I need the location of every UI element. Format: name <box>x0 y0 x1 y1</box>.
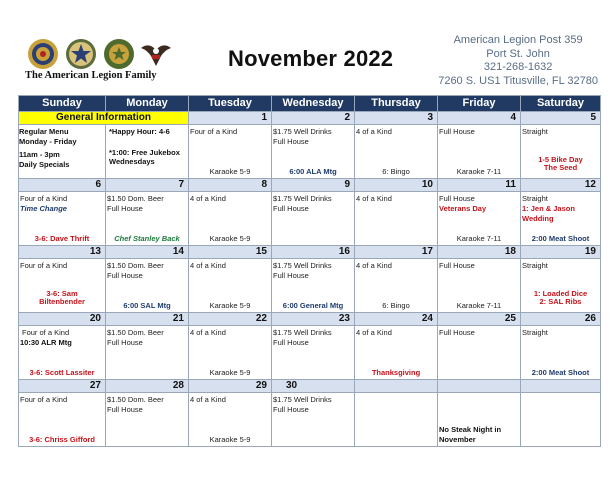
event-text: 3-6: Scott Lassiter <box>29 367 95 377</box>
event-text: Straight <box>522 261 548 270</box>
legion-emblem-icon <box>27 38 59 70</box>
event-text: 4 of a Kind <box>190 395 226 404</box>
week4-content-row <box>19 326 601 380</box>
auxiliary-emblem-icon <box>65 38 97 70</box>
event-text: Full House <box>273 271 309 280</box>
event-text: Karaoke 5-9 <box>209 166 251 176</box>
emblems <box>27 38 171 72</box>
event-text: 2:00 Meat Shoot <box>531 367 590 377</box>
empty-day-cell <box>355 393 438 447</box>
day-cell-6 <box>19 192 106 246</box>
day-cell-3 <box>355 125 438 179</box>
day-cell-26 <box>521 326 601 380</box>
day-cell-8 <box>189 192 272 246</box>
day-cell-27 <box>19 393 106 447</box>
event-text: 6:00 ALA Mtg <box>289 166 337 176</box>
day-cell-24 <box>355 326 438 380</box>
event-text: $1.75 Well Drinks <box>273 395 332 404</box>
event-text: Four of a Kind <box>190 127 238 136</box>
day-number: 15 <box>189 246 272 259</box>
event-text: Full House <box>107 405 143 414</box>
sal-emblem-icon <box>103 38 135 70</box>
event-text: 6:00 General Mtg <box>282 300 344 310</box>
event-text: No Steak Night in <box>439 425 502 434</box>
event-text: $1.75 Well Drinks <box>273 127 332 136</box>
day-cell-11 <box>438 192 521 246</box>
event-text: Full House <box>107 338 143 347</box>
day-cell-1 <box>189 125 272 179</box>
event-text: Full House <box>273 338 309 347</box>
event-text: Full House <box>439 127 475 136</box>
week2-number-row <box>19 179 601 192</box>
general-info-sunday <box>19 125 106 179</box>
day-number: 13 <box>19 246 106 259</box>
event-text: Straight <box>522 328 548 337</box>
day-cell-10 <box>355 192 438 246</box>
event-text: Karaoke 5-9 <box>209 367 251 377</box>
weekday-thursday: Thursday <box>355 96 438 112</box>
info-line: Monday - Friday <box>19 136 77 146</box>
info-line: Wednesdays <box>109 157 155 166</box>
weekday-sunday: Sunday <box>19 96 106 112</box>
day-cell-5 <box>521 125 601 179</box>
day-cell-21 <box>106 326 189 380</box>
day-number: 8 <box>189 179 272 192</box>
event-text: Thanksgiving <box>371 367 421 377</box>
week1-number-row <box>19 112 601 125</box>
day-number: 29 <box>189 380 272 393</box>
event-text: 3-6: Chriss Gifford <box>29 434 95 444</box>
info-line: Daily Specials <box>19 159 70 169</box>
event-text: November <box>439 434 476 444</box>
day-number: 3 <box>355 112 438 125</box>
info-line: 11am - 3pm <box>19 150 60 159</box>
event-text: Karaoke 7-11 <box>456 166 502 176</box>
day-number: 18 <box>438 246 521 259</box>
event-text: 1: Loaded Dice <box>533 289 588 298</box>
event-text: Full House <box>439 194 475 203</box>
post-phone: 321-268-1632 <box>483 61 553 73</box>
post-address: 7260 S. US1 Titusville, FL 32780 <box>438 74 598 87</box>
event-text: Straight <box>522 194 548 203</box>
day-number: 28 <box>106 380 189 393</box>
day-number: 2 <box>272 112 355 125</box>
week4-number-row <box>19 313 601 326</box>
day-cell-18 <box>438 259 521 313</box>
event-text: Karaoke 7-11 <box>456 300 502 310</box>
event-text: 4 of a Kind <box>356 194 392 203</box>
day-number: 30 <box>272 380 355 393</box>
event-text: $1.50 Dom. Beer <box>107 261 164 270</box>
day-cell-20 <box>19 326 106 380</box>
day-cell-29 <box>189 393 272 447</box>
general-info-monday <box>106 125 189 179</box>
event-text: Straight <box>522 127 548 136</box>
empty-day-number <box>521 380 601 393</box>
day-cell-4 <box>438 125 521 179</box>
event-text: Four of a Kind <box>20 194 68 203</box>
day-number: 26 <box>521 313 601 326</box>
info-line: *1:00: Free Jukebox <box>109 147 180 157</box>
event-text: $1.50 Dom. Beer <box>107 395 164 404</box>
event-text: 4 of a Kind <box>356 328 392 337</box>
event-text: Karaoke 7-11 <box>456 233 502 243</box>
event-text: 4 of a Kind <box>190 328 226 337</box>
event-text: 3-6: Dave Thrift <box>34 233 90 243</box>
event-text: Full House <box>107 204 143 213</box>
day-cell-16 <box>272 259 355 313</box>
weekday-friday: Friday <box>438 96 521 112</box>
day-cell-23 <box>272 326 355 380</box>
event-text: Full House <box>273 405 309 414</box>
event-text: Four of a Kind <box>20 261 68 270</box>
event-text: Karaoke 5-9 <box>209 233 251 243</box>
day-cell-17 <box>355 259 438 313</box>
day-cell-15 <box>189 259 272 313</box>
event-text: $1.50 Dom. Beer <box>107 328 164 337</box>
day-number: 27 <box>19 380 106 393</box>
empty-day-number <box>355 380 438 393</box>
event-text: Full House <box>273 204 309 213</box>
day-number: 24 <box>355 313 438 326</box>
weekday-tuesday: Tuesday <box>189 96 272 112</box>
weekday-wednesday: Wednesday <box>272 96 355 112</box>
event-text: Biltenbender <box>39 296 85 306</box>
event-text: 3-6: Sam <box>46 289 78 298</box>
page-title: November 2022 <box>228 46 394 71</box>
event-text: Full House <box>107 271 143 280</box>
riders-eagle-icon <box>139 38 173 70</box>
event-text: 6: Bingo <box>382 300 410 310</box>
event-text: Wedding <box>522 214 554 223</box>
post-location: Port St. John <box>486 47 550 60</box>
day-number: 25 <box>438 313 521 326</box>
legion-family-label: The American Legion Family <box>25 70 157 81</box>
day-number: 20 <box>19 313 106 326</box>
day-number: 4 <box>438 112 521 125</box>
weekday-saturday: Saturday <box>521 96 601 112</box>
week1-content-row <box>19 125 601 179</box>
day-number: 5 <box>521 112 601 125</box>
event-text: 4 of a Kind <box>356 127 392 136</box>
day-cell-25 <box>438 326 521 380</box>
day-cell-22 <box>189 326 272 380</box>
day-number: 16 <box>272 246 355 259</box>
day-cell-14 <box>106 259 189 313</box>
week3-content-row <box>19 259 601 313</box>
day-cell-12 <box>521 192 601 246</box>
event-text: $1.75 Well Drinks <box>273 261 332 270</box>
day-number: 9 <box>272 179 355 192</box>
event-text: Full House <box>273 137 309 146</box>
event-text: Full House <box>439 261 475 270</box>
event-text: The Seed <box>543 162 578 172</box>
header <box>0 0 616 95</box>
event-text: Veterans Day <box>439 204 487 213</box>
general-information-title: General Information <box>19 112 189 125</box>
day-cell-30 <box>272 393 355 447</box>
event-text: 1: Jen & Jason <box>522 204 575 213</box>
empty-day-number <box>438 380 521 393</box>
week5-number-row <box>19 380 601 393</box>
info-line: *Happy Hour: 4-6 <box>109 127 170 136</box>
event-text: $1.50 Dom. Beer <box>107 194 164 203</box>
day-number: 10 <box>355 179 438 192</box>
friday-note-cell <box>438 393 521 447</box>
event-text: 6: Bingo <box>382 166 410 176</box>
calendar-grid <box>18 95 601 447</box>
post-info <box>438 34 598 88</box>
day-number: 6 <box>19 179 106 192</box>
weekday-monday: Monday <box>106 96 189 112</box>
day-cell-13 <box>19 259 106 313</box>
day-cell-28 <box>106 393 189 447</box>
event-text: Time Change <box>20 204 67 213</box>
event-text: 1-5 Bike Day <box>538 155 583 164</box>
week3-number-row <box>19 246 601 259</box>
day-number: 22 <box>189 313 272 326</box>
event-text: $1.75 Well Drinks <box>273 194 332 203</box>
event-text: Karaoke 5-9 <box>209 300 251 310</box>
event-text: 2: SAL Ribs <box>539 296 582 306</box>
day-cell-2 <box>272 125 355 179</box>
event-text: 6:00 SAL Mtg <box>123 300 171 310</box>
event-text: Full House <box>439 328 475 337</box>
day-number: 1 <box>189 112 272 125</box>
day-number: 21 <box>106 313 189 326</box>
day-cell-7 <box>106 192 189 246</box>
day-number: 14 <box>106 246 189 259</box>
event-text: 4 of a Kind <box>190 261 226 270</box>
week5-content-row <box>19 393 601 447</box>
event-text: 10:30 ALR Mtg <box>20 338 72 347</box>
event-text: 4 of a Kind <box>356 261 392 270</box>
event-text: 4 of a Kind <box>190 194 226 203</box>
event-text: $1.75 Well Drinks <box>273 328 332 337</box>
post-name: American Legion Post 359 <box>453 34 583 46</box>
day-number: 23 <box>272 313 355 326</box>
event-text: 2:00 Meat Shoot <box>531 233 590 243</box>
event-text: Chef Stanley Back <box>114 233 180 243</box>
day-number: 12 <box>521 179 601 192</box>
day-number: 11 <box>438 179 521 192</box>
info-line: Regular Menu <box>19 127 69 136</box>
day-cell-19 <box>521 259 601 313</box>
event-text: Four of a Kind <box>20 395 68 404</box>
event-text: Four of a Kind <box>22 328 70 337</box>
day-number: 19 <box>521 246 601 259</box>
event-text: Karaoke 5-9 <box>209 434 251 444</box>
day-number: 17 <box>355 246 438 259</box>
weekday-header-row <box>19 96 601 112</box>
empty-day-cell <box>521 393 601 447</box>
day-cell-9 <box>272 192 355 246</box>
week2-content-row <box>19 192 601 246</box>
day-number: 7 <box>106 179 189 192</box>
